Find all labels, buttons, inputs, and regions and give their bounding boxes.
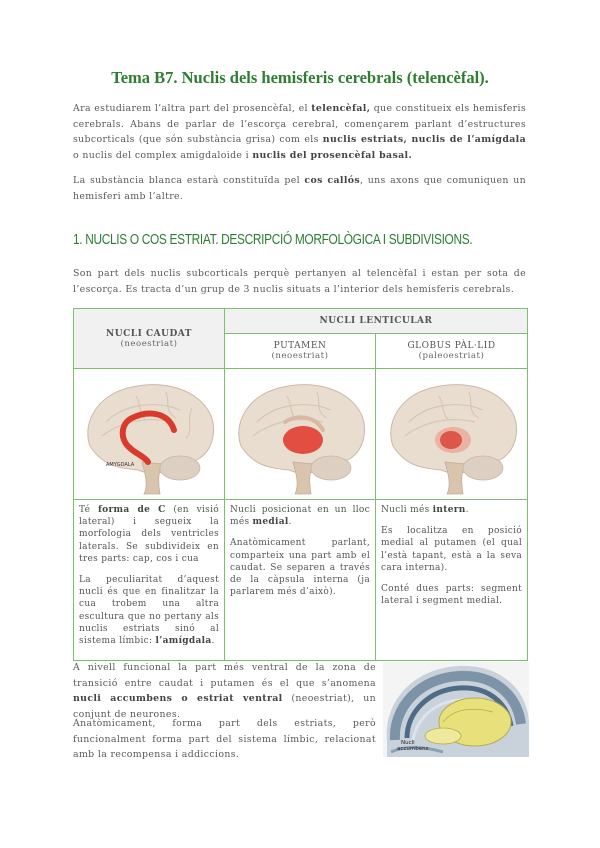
text: Ara estudiarem l’altra part del prosencèfal, el [73, 103, 312, 114]
text: (en visió lateral) i segueix la morfologia dels ventricles laterals. Se subdivideix en tres parts: cap, cos i cua [79, 505, 220, 564]
text: La peculiaritat d’aquest nucli és que en finalitzar la cua trobem una altra escultura que no pertany als nuclis estriats sinó al sistema límbic: [79, 575, 219, 647]
text: (neoestriat), un conjunt de neurones. [73, 693, 376, 720]
caudat-title: NUCLI CAUDAT [106, 328, 192, 339]
term-nuclis-estriats: nuclis estriats, nuclis de l’amígdala [322, 134, 526, 145]
brain-caudate-image [76, 372, 222, 496]
text: . [211, 636, 215, 647]
term-forma-c: forma de C [97, 505, 166, 515]
header-putamen [225, 334, 376, 369]
lenticular-title: NUCLI LENTICULAR [319, 316, 433, 326]
caudat-paragraph-1 [79, 504, 219, 565]
caudat-paragraph-2 [79, 574, 219, 647]
intro-paragraph-1 [73, 101, 526, 163]
caudat-subtitle: (neoestriat) [120, 338, 178, 349]
intro-paragraph-2 [73, 173, 526, 204]
putamen-title: PUTAMEN [273, 341, 327, 351]
page-title: Tema B7. Nuclis dels hemisferis cerebrals (telencèfal). [111, 68, 489, 87]
putamen-paragraph-1 [230, 504, 370, 528]
text: Té [79, 505, 98, 515]
text: Nucli més [381, 505, 433, 515]
accumbens-paragraph-1 [73, 660, 376, 722]
accumbens-paragraph-2: Anatòmicament, forma part dels estriats, però funcionalment forma part del sistema límbic, relacionat amb la recompensa i addiccions. [73, 718, 376, 760]
image-cell-caudat [74, 369, 225, 500]
globus-paragraph-3: Conté dues parts: segment lateral i segment medial. [381, 584, 523, 607]
term-telencefal: telencèfal, [311, 103, 371, 114]
text-cell-putamen [225, 500, 376, 661]
term-amigdala: l’amígdala [155, 636, 212, 647]
term-prosencefal-basal: nuclis del prosencèfal basal. [252, 149, 413, 161]
header-nucli-lenticular [225, 309, 528, 334]
brain-putamen-image [227, 372, 373, 496]
text: o nuclis del complex amigdaloide i [73, 149, 253, 161]
globus-title: GLOBUS PÀL·LID [407, 341, 496, 351]
accumbens-label-2: accumbens [397, 746, 429, 752]
text: Nucli posicionat en un lloc més [230, 505, 370, 528]
text: . [288, 517, 292, 528]
putamen-subtitle: (neoestriat) [271, 351, 329, 361]
term-intern: intern [432, 505, 466, 515]
text-cell-caudat [74, 500, 225, 661]
term-cos-callos: cos callós [304, 175, 360, 186]
amygdala-label: AMYGDALA [106, 462, 135, 468]
image-cell-globus [376, 369, 528, 500]
globus-paragraph-1 [381, 504, 522, 516]
globus-paragraph-2: Es localitza en posició medial al putamen (el qual l’està tapant, està a la seva cara interna). [381, 526, 523, 573]
section1-intro: Son part dels nuclis subcorticals perquè pertanyen al telencèfal i estan per sota de l’escorça. Es tracta d’un grup de 3 nuclis situats a l’interior dels hemisferis cerebrals. [73, 268, 526, 295]
image-cell-putamen [225, 369, 376, 500]
brain-globus-image [379, 372, 525, 496]
text: que constitueix els hemisferis cerebrals. Abans de parlar de l’escorça cerebral, començarem parlant d’estructures subcorticals (que són substància grisa) com els [73, 103, 526, 145]
putamen-paragraph-2: Anatòmicament parlant, comparteix una part amb el caudat. Se separen a través de la càpsula interna (ja parlarem més d’això). [230, 538, 370, 598]
term-nucli-accumbens: nucli accumbens o estriat ventral [73, 693, 283, 704]
nuclis-table [73, 308, 528, 661]
header-nucli-caudat [74, 309, 225, 369]
text-cell-globus [376, 500, 528, 661]
text: A nivell funcional la part més ventral de la zona de transició entre caudat i putamen és el que s’anomena [73, 662, 376, 689]
header-globus-pallid [376, 334, 528, 369]
text: . [465, 505, 469, 515]
term-medial: medial [252, 517, 289, 528]
accumbens-label-1: Nucli [401, 740, 415, 746]
globus-subtitle: (paleoestriat) [418, 351, 485, 361]
section-heading-1: 1. NUCLIS O COS ESTRIAT. DESCRIPCIÓ MORFOLÒGICA I SUBDIVISIONS. [73, 232, 473, 248]
accumbens-image [383, 662, 529, 757]
text: , uns axons que comuniquen un hemisferi amb l’altre. [73, 175, 526, 202]
text: La substància blanca estarà constituïda pel [73, 175, 305, 186]
